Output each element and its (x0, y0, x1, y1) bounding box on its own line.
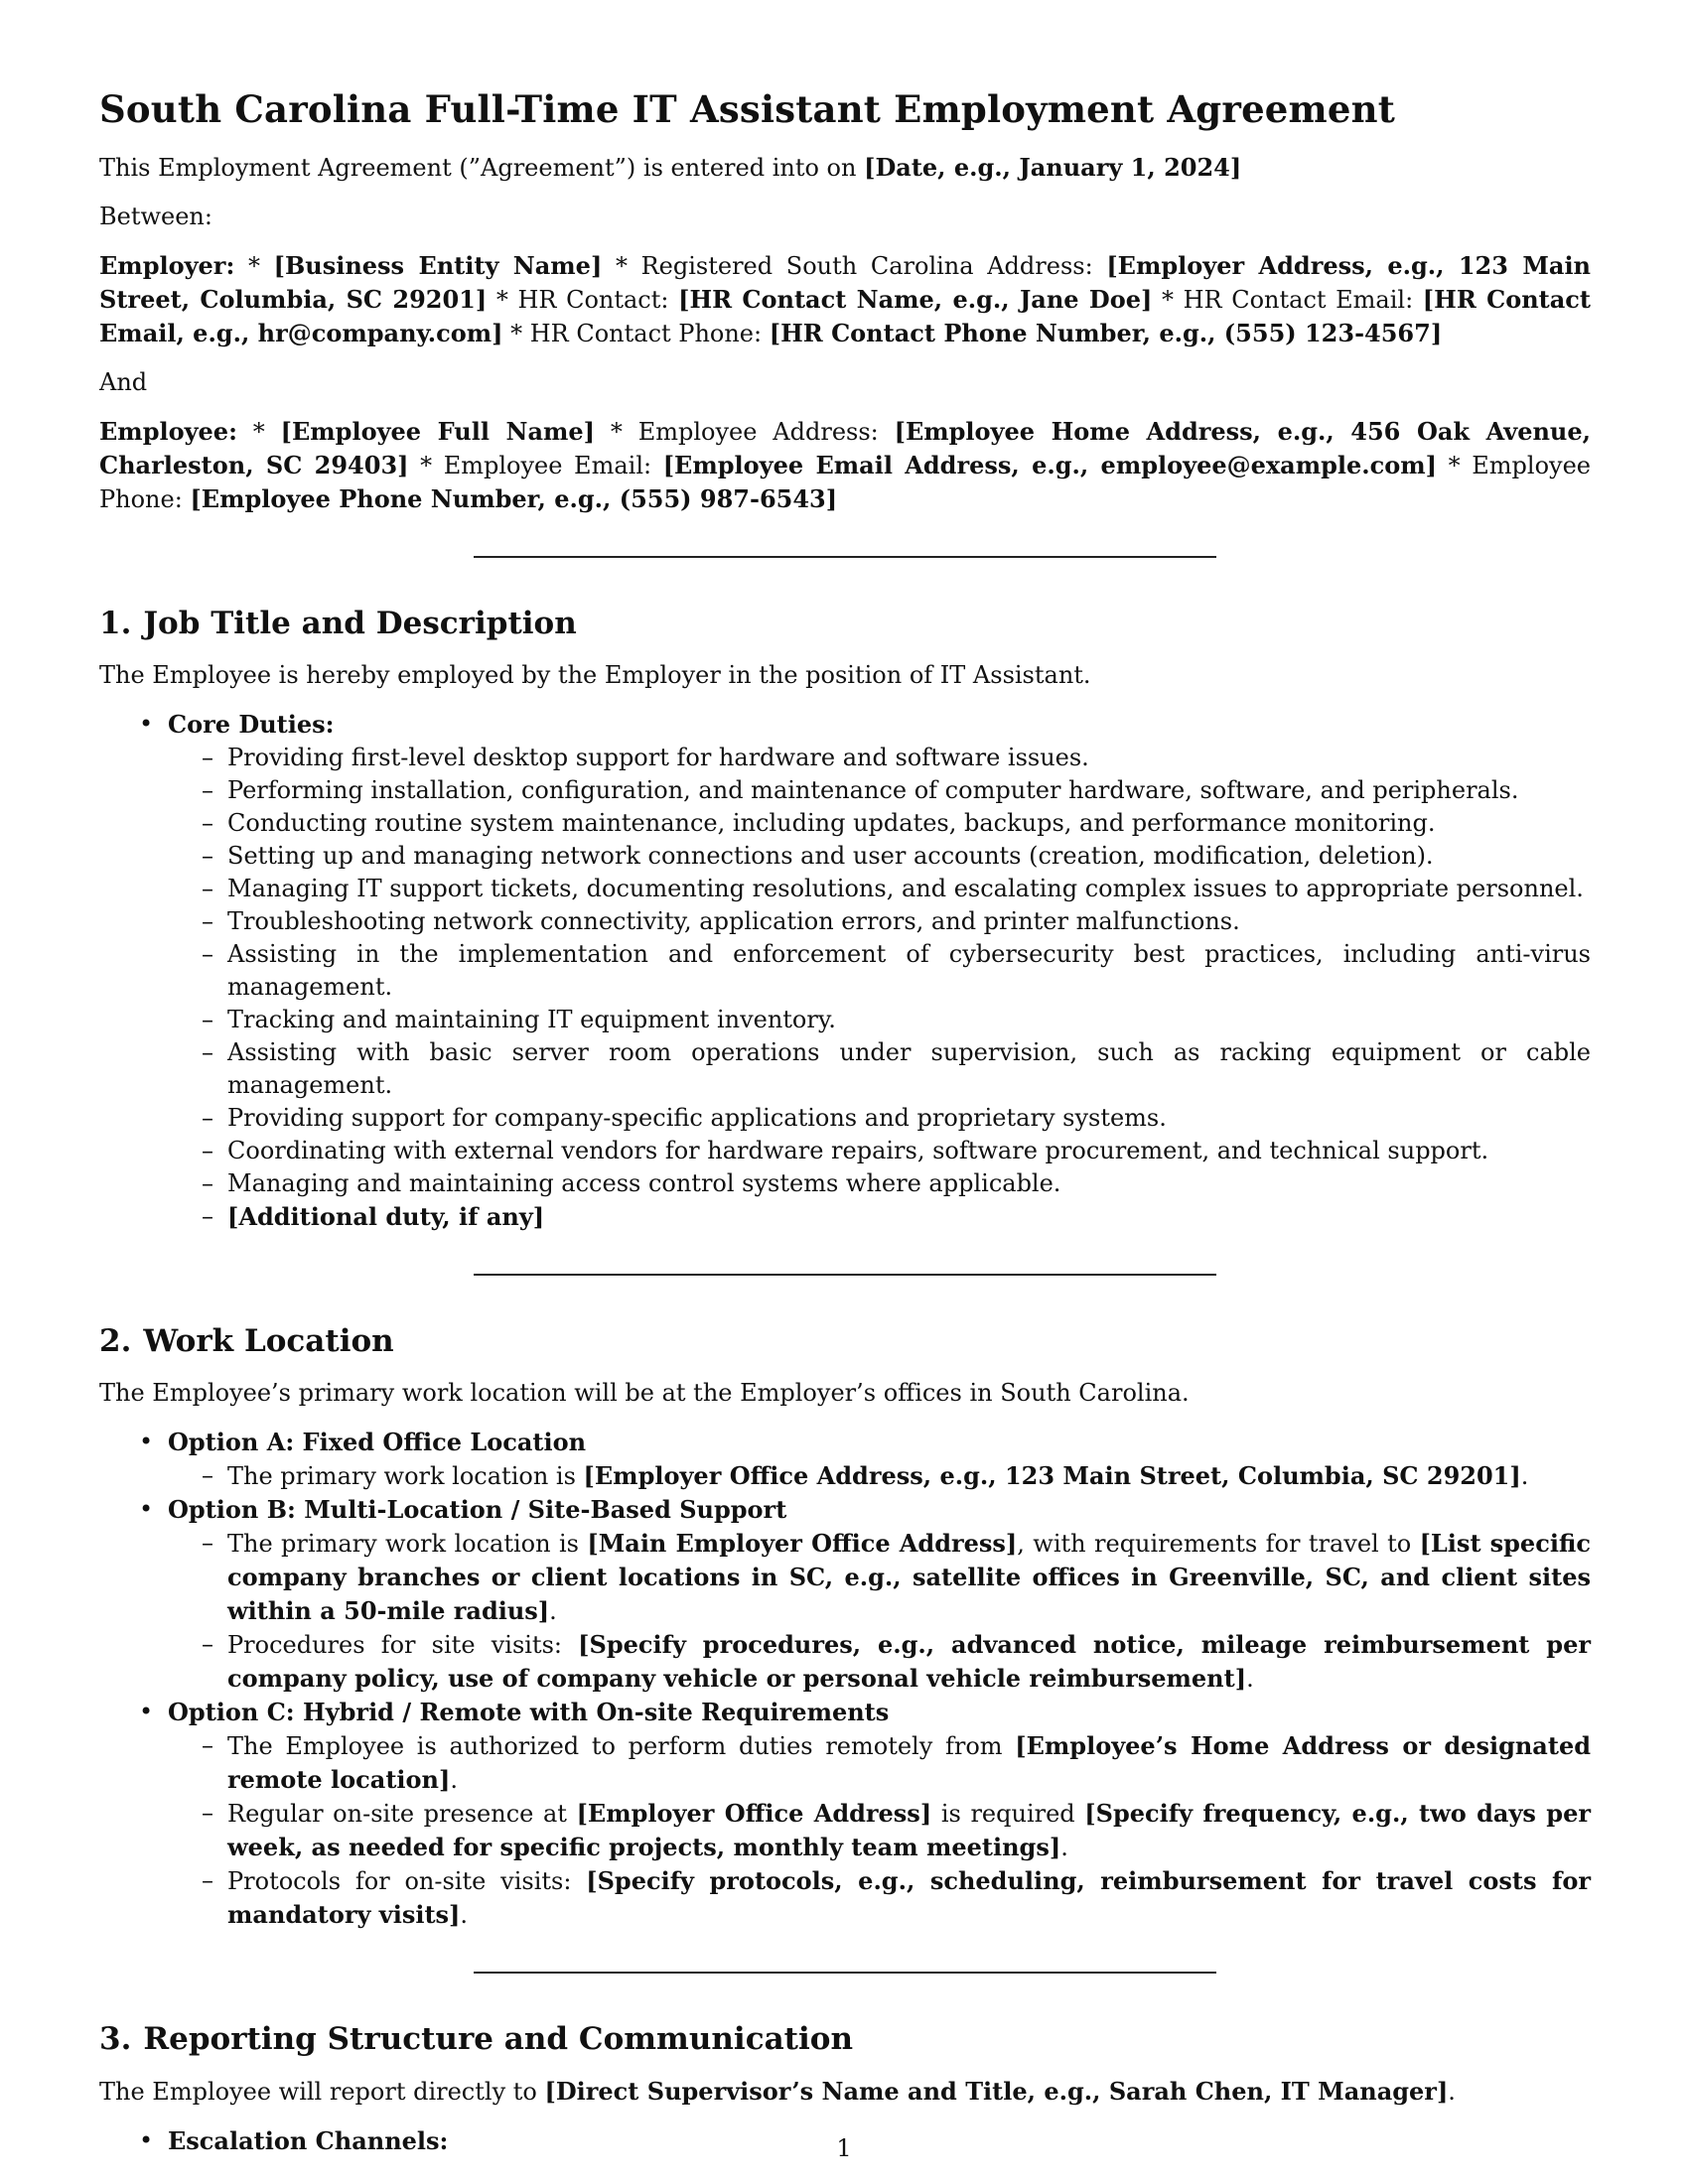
duty-item: – Setting up and managing network connections and user accounts (creation, modification, deletion). (168, 840, 1591, 873)
duty-item: – Assisting in the implementation and enforcement of cybersecurity best practices, including anti-virus management. (168, 938, 1591, 1004)
employer-address: [Employer Address, e.g., 123 Main Street, Columbia, SC 29201] (99, 251, 1592, 314)
direct-supervisor: [Direct Supervisor’s Name and Title, e.g., Sarah Chen, IT Manager] (544, 2077, 1449, 2106)
agreement-date: [Date, e.g., January 1, 2024] (864, 153, 1242, 182)
section-1-intro: The Employee is hereby employed by the Employer in the position of IT Assistant. (99, 661, 1091, 689)
duty-item: – Conducting routine system maintenance, including updates, backups, and performance monitoring. (168, 807, 1591, 840)
page-number: 1 (836, 2134, 852, 2162)
duty-item: – Coordinating with external vendors for hardware repairs, software procurement, and technical support. (168, 1135, 1591, 1167)
employee-label: Employee: (99, 417, 237, 446)
employer-name: [Business Entity Name] (273, 251, 603, 280)
option-b-detail: – The primary work location is [Main Employer Office Address], with requirements for travel to [List specific company branches or client locations in SC, e.g., satellite offices in Greenville, SC, and client sites within a 50-mile radius]. (168, 1527, 1591, 1628)
duty-item: – Managing IT support tickets, documenting resolutions, and escalating complex issues to appropriate personnel. (168, 873, 1591, 905)
section-2-heading: 2. Work Location (99, 1323, 394, 1359)
duties-sublist (168, 742, 1591, 1234)
between-label: Between: (99, 203, 212, 230)
duty-item: – Providing support for company-specific applications and proprietary systems. (168, 1102, 1591, 1135)
option-b-procedures: – Procedures for site visits: [Specify procedures, e.g., advanced notice, mileage reimbursement per company policy, use of company vehicle or personal vehicle reimbursement]. (168, 1628, 1591, 1696)
employer-block: Employer: * [Business Entity Name] * Registered South Carolina Address: [Employer Address, e.g., 123 Main Street, Columbia, SC 29201] * HR Contact: [HR Contact Name, e.g., Jane Doe] * HR Contact Email: [HR Contact Email, e.g., hr@company.com] * HR Contact Phone: [HR Contact Phone Number, e.g., (555) 123-4567] (99, 251, 1592, 347)
option-c-protocols: – Protocols for on-site visits: [Specify protocols, e.g., scheduling, reimbursement for travel costs for mandatory visits]. (168, 1864, 1591, 1932)
employee-block: Employee: * [Employee Full Name] * Employee Address: [Employee Home Address, e.g., 456 Oak Avenue, Charleston, SC 29403] * Employee Email: [Employee Email Address, e.g., employee@example.com] * Employee Phone: [Employee Phone Number, e.g., (555) 987-6543] (99, 417, 1591, 513)
additional-duty: [Additional duty, if any] (227, 1202, 545, 1231)
duty-item: – Managing and maintaining access control systems where applicable. (168, 1167, 1591, 1200)
escalation-label: Escalation Channels: (168, 2126, 449, 2155)
duty-item: – Assisting with basic server room operations under supervision, such as racking equipment or cable management. (168, 1036, 1591, 1102)
section-1-heading: 1. Job Title and Description (99, 606, 577, 641)
option-b: • Option B: Multi-Location / Site-Based Support – The primary work location is [Main Employer Office Address], with requirements for travel to [List specific company branches or client locations in SC, e.g., satellite offices in Greenville, SC, and client sites within a 50-mile radius]. – Procedures for site visits: [Specify procedures, e.g., advanced notice, mileage reimbursement per company policy, use of company vehicle or personal vehicle reimbursement]. (99, 1493, 1591, 1696)
duty-item (168, 1200, 1591, 1234)
document-title: South Carolina Full-Time IT Assistant Employment Agreement (99, 87, 1396, 131)
option-c-remote: – The Employee is authorized to perform duties remotely from [Employee’s Home Address or designated remote location]. (168, 1729, 1591, 1797)
hr-contact-phone: [HR Contact Phone Number, e.g., (555) 123-4567] (769, 319, 1443, 347)
core-duties-list (99, 708, 1591, 1234)
core-duties-label: Core Duties: (168, 710, 335, 739)
duty-item: – Tracking and maintaining IT equipment inventory. (168, 1004, 1591, 1036)
document-page (99, 85, 1591, 2166)
employer-label: Employer: (99, 251, 235, 280)
location-options-list (99, 1426, 1591, 1932)
option-a: • Option A: Fixed Office Location – The primary work location is [Employer Office Address, e.g., 123 Main Street, Columbia, SC 29201]. (99, 1426, 1591, 1493)
section-3-heading: 3. Reporting Structure and Communication (99, 2021, 853, 2057)
section-divider (474, 1274, 1216, 1276)
employee-address: [Employee Home Address, e.g., 456 Oak Avenue, Charleston, SC 29403] (99, 417, 1591, 479)
duty-item: – Performing installation, configuration, and maintenance of computer hardware, software, and peripherals. (168, 774, 1591, 807)
section-2-intro: The Employee’s primary work location will be at the Employer’s offices in South Carolina. (99, 1379, 1190, 1407)
intro-paragraph: This Employment Agreement (”Agreement”) is entered into on [Date, e.g., January 1, 2024] (99, 153, 1242, 182)
employee-name: [Employee Full Name] (280, 417, 596, 446)
option-c: • Option C: Hybrid / Remote with On-site Requirements – The Employee is authorized to perform duties remotely from [Employee’s Home Address or designated remote location]. – Regular on-site presence at [Employer Office Address] is required [Specify frequency, e.g., two days per week, as needed for specific projects, monthly team meetings]. – Protocols for on-site visits: [Specify protocols, e.g., scheduling, reimbursement for travel costs for mandatory visits]. (99, 1696, 1591, 1932)
option-c-onsite: – Regular on-site presence at [Employer Office Address] is required [Specify frequency, e.g., two days per week, as needed for specific projects, monthly team meetings]. (168, 1797, 1591, 1864)
section-3-intro: The Employee will report directly to [Direct Supervisor’s Name and Title, e.g., Sarah Chen, IT Manager]. (99, 2077, 1456, 2106)
duty-item: – Providing first-level desktop support for hardware and software issues. (168, 742, 1591, 774)
and-label: And (99, 368, 148, 396)
duty-item: – Troubleshooting network connectivity, application errors, and printer malfunctions. (168, 905, 1591, 938)
employee-phone: [Employee Phone Number, e.g., (555) 987-6543] (190, 484, 838, 513)
section-divider (474, 1972, 1216, 1974)
section-divider (474, 556, 1216, 558)
option-a-detail: – The primary work location is [Employer Office Address, e.g., 123 Main Street, Columbia, SC 29201]. (168, 1459, 1591, 1493)
employee-email: [Employee Email Address, e.g., employee@example.com] (662, 451, 1438, 479)
hr-contact-email: [HR Contact Email, e.g., hr@company.com] (99, 285, 1591, 347)
hr-contact-name: [HR Contact Name, e.g., Jane Doe] (678, 285, 1153, 314)
list-item (99, 708, 1591, 1234)
